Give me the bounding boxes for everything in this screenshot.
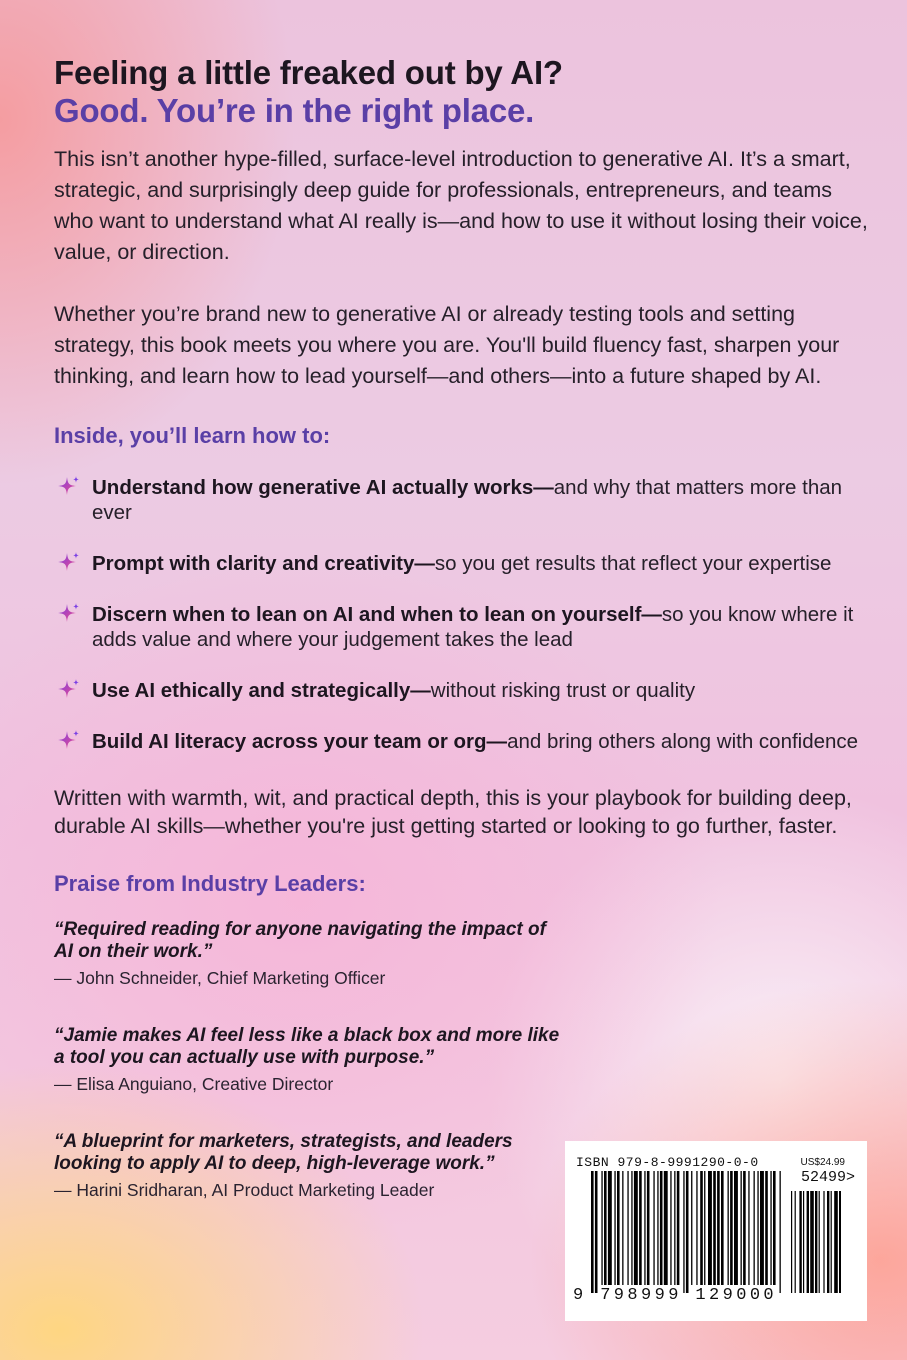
barcode-bar [660, 1171, 663, 1285]
quote-author: — John Schneider, Chief Marketing Officer [54, 968, 386, 988]
headline-line-2: Good. You’re in the right place. [54, 92, 535, 129]
barcode-bar [639, 1171, 642, 1285]
barcode-bar [734, 1171, 738, 1285]
list-item-bold: Discern when to lean on AI and when to lean on yourself— [92, 603, 662, 626]
barcode-bar [721, 1171, 724, 1285]
headline-line-1: Feeling a little freaked out by AI? [54, 54, 563, 91]
barcode-digits: 9 798999 129000 [573, 1286, 778, 1305]
praise-heading: Praise from Industry Leaders: [54, 871, 366, 896]
barcode-bar [664, 1171, 668, 1285]
barcode-bar [627, 1171, 628, 1285]
barcode-bar [760, 1171, 764, 1285]
closing-paragraph: Written with warmth, wit, and practical depth, this is your playbook for building deep, durable AI skills—whether you're just getting started or looking to go further, faster. [54, 786, 852, 838]
barcode-bar [644, 1171, 645, 1285]
sparkle-icon [54, 473, 84, 503]
barcode-addon-bar [819, 1191, 820, 1293]
quote-author: — Elisa Anguiano, Creative Director [54, 1074, 334, 1094]
intro-paragraph-2: Whether you’re brand new to generative AI or already testing tools and setting strategy, this book meets you where you are. You'll build fluency fast, sharpen your thinking, and learn how to lead yourself—and others—into a future shaped by AI. [54, 302, 840, 388]
list-item-bold: Build AI literacy across your team or org— [92, 730, 508, 753]
barcode-bar [614, 1171, 615, 1285]
barcode-bar [741, 1171, 742, 1285]
barcode-bar [604, 1171, 607, 1285]
list-item [54, 729, 874, 754]
barcode-bar [728, 1171, 729, 1285]
barcode-addon-bar [827, 1191, 829, 1293]
barcode-addon-bar [839, 1191, 841, 1293]
barcode-bar [743, 1171, 746, 1285]
barcode-bars [591, 1171, 841, 1293]
barcode-addon-bar [799, 1191, 801, 1293]
barcode-bar [677, 1171, 680, 1285]
list-item-bold: Prompt with clarity and creativity— [92, 552, 435, 575]
barcode-addon-bar [807, 1191, 809, 1293]
addon-code: 52499> [800, 1169, 855, 1186]
sparkle-icon [54, 600, 84, 630]
barcode-bar [670, 1171, 671, 1285]
barcode-bar [765, 1171, 768, 1285]
barcode-bar [634, 1171, 638, 1285]
list-item [54, 678, 874, 703]
barcode-bar [757, 1171, 758, 1285]
barcode-bar [608, 1171, 612, 1285]
barcode-addon-bar [803, 1191, 804, 1293]
list-item-text: and why that matters more than ever [92, 476, 843, 524]
list-item-text: without risking trust or quality [430, 679, 696, 702]
barcode-bar [622, 1171, 623, 1285]
price-label: US$24.99 [800, 1157, 845, 1168]
barcode-bar [773, 1171, 776, 1285]
praise-quote [54, 919, 874, 991]
barcode-addon-bar [823, 1191, 824, 1293]
barcode-bar [674, 1171, 675, 1285]
barcode-addon-bar [834, 1191, 838, 1293]
barcode-bar [591, 1171, 594, 1293]
barcode-addon-bar [791, 1191, 792, 1293]
barcode-bar [691, 1171, 692, 1285]
barcode-bar [617, 1171, 620, 1285]
barcode-bar [717, 1171, 720, 1285]
barcode-bar [657, 1171, 658, 1285]
barcode-bar [770, 1171, 771, 1285]
barcode-bar [700, 1171, 703, 1285]
isbn-label: ISBN 979-8-9991290-0-0 [576, 1155, 759, 1170]
back-cover-content [54, 54, 874, 1237]
barcode-bar [754, 1171, 755, 1285]
list-item-bold: Understand how generative AI actually works— [92, 476, 554, 499]
barcode-bar [686, 1171, 689, 1293]
list-item-text: so you know where it adds value and where your judgement takes the lead [92, 603, 854, 651]
intro-paragraph-1: This isn’t another hype-filled, surface-level introduction to generative AI. It’s a smart, strategic, and surprisingly deep guide for professionals, entrepreneurs, and teams who want to understand what AI really is—and how to use it without losing their voice, value, or direction. [54, 147, 868, 264]
isbn-barcode [565, 1141, 867, 1321]
quote-text: “A blueprint for marketers, strategists, and leaders looking to apply AI to deep, high-leverage work.” [54, 1131, 513, 1174]
barcode-bar [708, 1171, 712, 1285]
barcode-bar [683, 1171, 684, 1293]
barcode-bar [631, 1171, 632, 1285]
barcode-bar [595, 1171, 598, 1293]
sparkle-icon [54, 727, 84, 757]
barcode-bar [647, 1171, 650, 1285]
barcode-bar [653, 1171, 654, 1285]
list-item [54, 551, 874, 576]
barcode-addon-bar [831, 1191, 832, 1293]
quote-text: “Required reading for anyone navigating the impact of AI on their work.” [54, 919, 546, 962]
list-item-text: so you get results that reflect your expertise [434, 552, 832, 575]
barcode-bar [601, 1171, 602, 1285]
barcode-bar [730, 1171, 733, 1285]
barcode-bar [704, 1171, 705, 1285]
learn-heading: Inside, you’ll learn how to: [54, 423, 331, 448]
barcode-bar [780, 1171, 781, 1293]
barcode-bar [696, 1171, 697, 1285]
barcode-addon-bar [815, 1191, 817, 1293]
barcode-addon-bar [795, 1191, 796, 1293]
list-item-text: and bring others along with confidence [507, 730, 859, 753]
list-item [54, 475, 874, 525]
quote-author: — Harini Sridharan, AI Product Marketing Leader [54, 1180, 435, 1200]
list-item [54, 602, 874, 652]
barcode-bar [748, 1171, 749, 1285]
sparkle-icon [54, 676, 84, 706]
learn-list [54, 475, 874, 754]
sparkle-icon [54, 549, 84, 579]
barcode-bar [713, 1171, 716, 1285]
quote-text: “Jamie makes AI feel less like a black box and more like a tool you can actually use with purpose.” [54, 1025, 560, 1068]
list-item-bold: Use AI ethically and strategically— [92, 679, 431, 702]
barcode-addon-bar [810, 1191, 814, 1293]
praise-quote [54, 1025, 874, 1097]
